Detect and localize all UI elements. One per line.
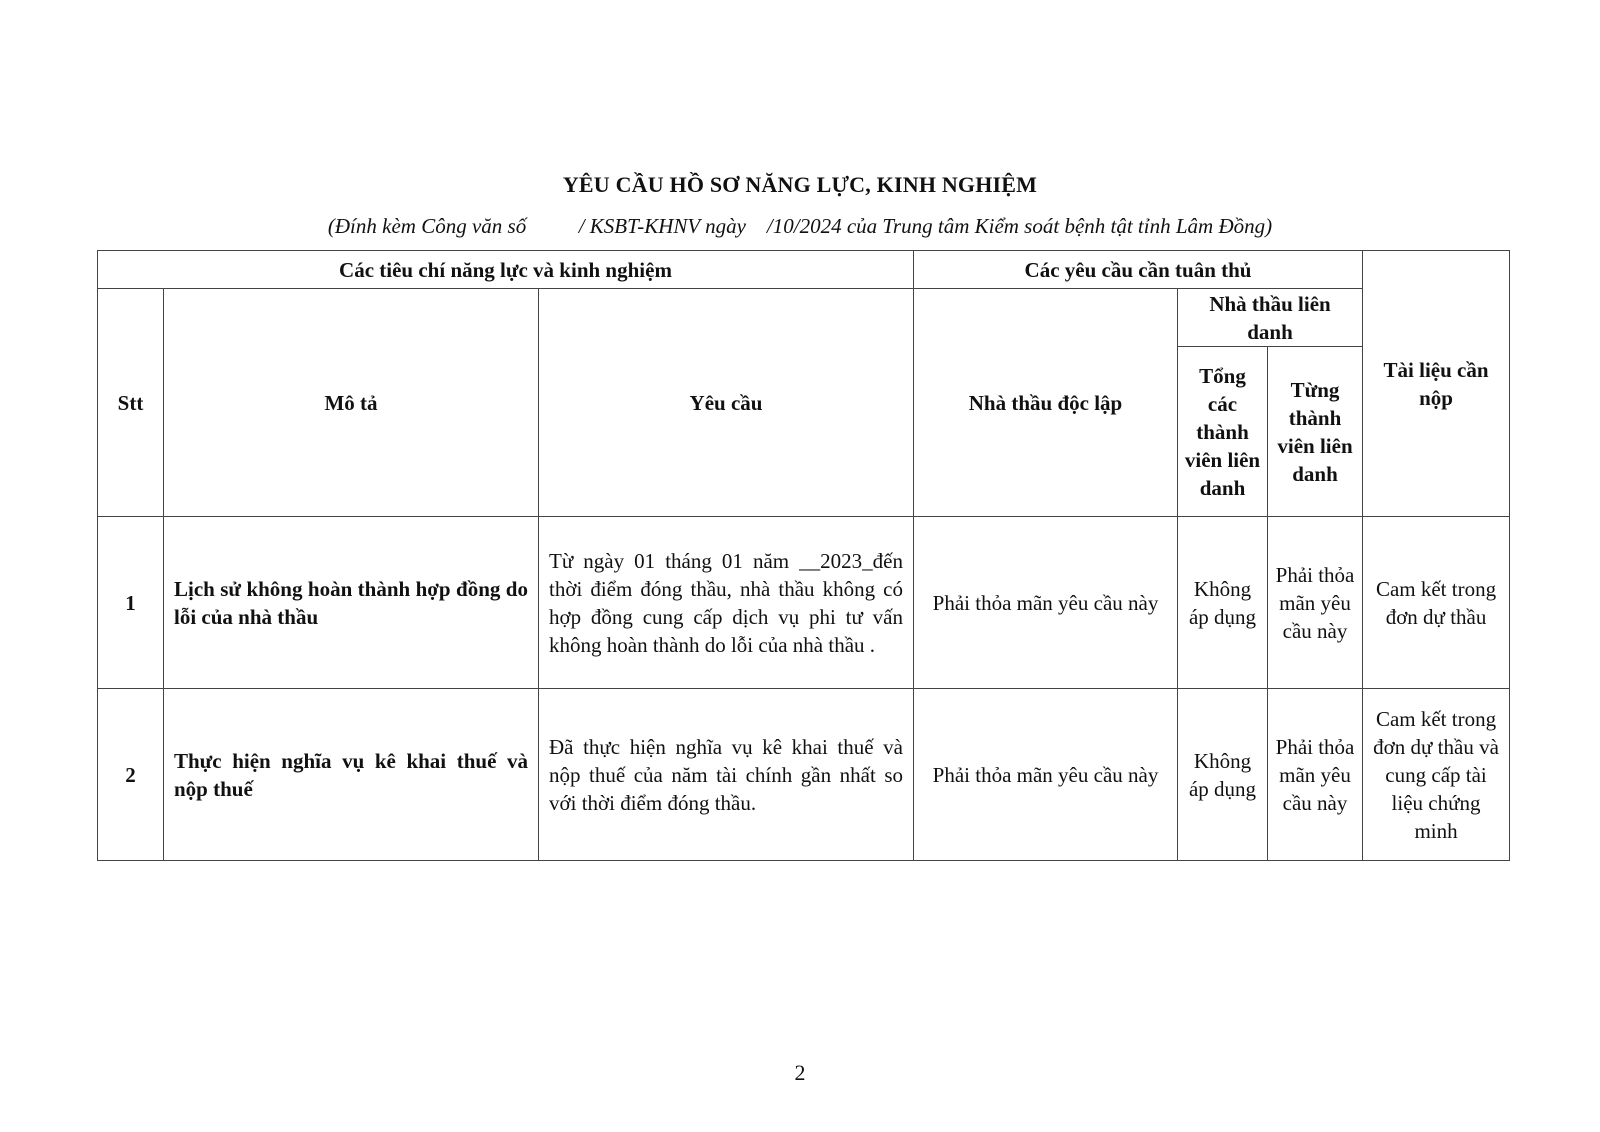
- page-number: 2: [794, 1060, 806, 1085]
- stt-header: Stt: [98, 289, 164, 517]
- row-independent: Phải thỏa mãn yêu cầu này: [914, 689, 1178, 861]
- jv-total-header: Tổng các thành viên liên danh: [1178, 347, 1268, 517]
- document-title: YÊU CẦU HỒ SƠ NĂNG LỰC, KINH NGHIỆM: [562, 172, 1038, 197]
- row-description: Lịch sử không hoàn thành hợp đồng do lỗi của nhà thầu: [164, 517, 539, 689]
- criteria-table: [97, 250, 1510, 861]
- table-row: [98, 517, 1510, 689]
- compliance-group-header: Các yêu cầu cần tuân thủ: [914, 251, 1363, 289]
- independent-contractor-header: Nhà thầu độc lập: [914, 289, 1178, 517]
- requirement-header: Yêu cầu: [539, 289, 914, 517]
- joint-venture-header-row: [98, 289, 1510, 347]
- row-documents: Cam kết trong đơn dự thầu và cung cấp tài liệu chứng minh: [1363, 689, 1510, 861]
- group-header-row: [98, 251, 1510, 289]
- row-jv-total: Không áp dụng: [1178, 689, 1268, 861]
- row-jv-each: Phải thỏa mãn yêu cầu này: [1268, 517, 1363, 689]
- row-documents: Cam kết trong đơn dự thầu: [1363, 517, 1510, 689]
- document-subtitle: (Đính kèm Công văn số / KSBT-KHNV ngày /10/2024 của Trung tâm Kiểm soát bệnh tật tỉnh Lâm Đồng): [327, 214, 1273, 238]
- jv-each-header: Từng thành viên liên danh: [1268, 347, 1363, 517]
- row-stt: 1: [98, 517, 164, 689]
- row-stt: 2: [98, 689, 164, 861]
- row-requirement: Từ ngày 01 tháng 01 năm __2023_đến thời điểm đóng thầu, nhà thầu không có hợp đồng cung cấp dịch vụ phi tư vấn không hoàn thành do lỗi của nhà thầu .: [539, 517, 914, 689]
- joint-venture-header: Nhà thầu liên danh: [1178, 289, 1363, 347]
- row-requirement: Đã thực hiện nghĩa vụ kê khai thuế và nộp thuế của năm tài chính gần nhất so với thời điểm đóng thầu.: [539, 689, 914, 861]
- row-jv-each: Phải thỏa mãn yêu cầu này: [1268, 689, 1363, 861]
- row-independent: Phải thỏa mãn yêu cầu này: [914, 517, 1178, 689]
- criteria-group-header: Các tiêu chí năng lực và kinh nghiệm: [98, 251, 914, 289]
- row-jv-total: Không áp dụng: [1178, 517, 1268, 689]
- row-description: Thực hiện nghĩa vụ kê khai thuế và nộp thuế: [164, 689, 539, 861]
- table-row: [98, 689, 1510, 861]
- documents-header: Tài liệu cần nộp: [1363, 251, 1510, 517]
- description-header: Mô tả: [164, 289, 539, 517]
